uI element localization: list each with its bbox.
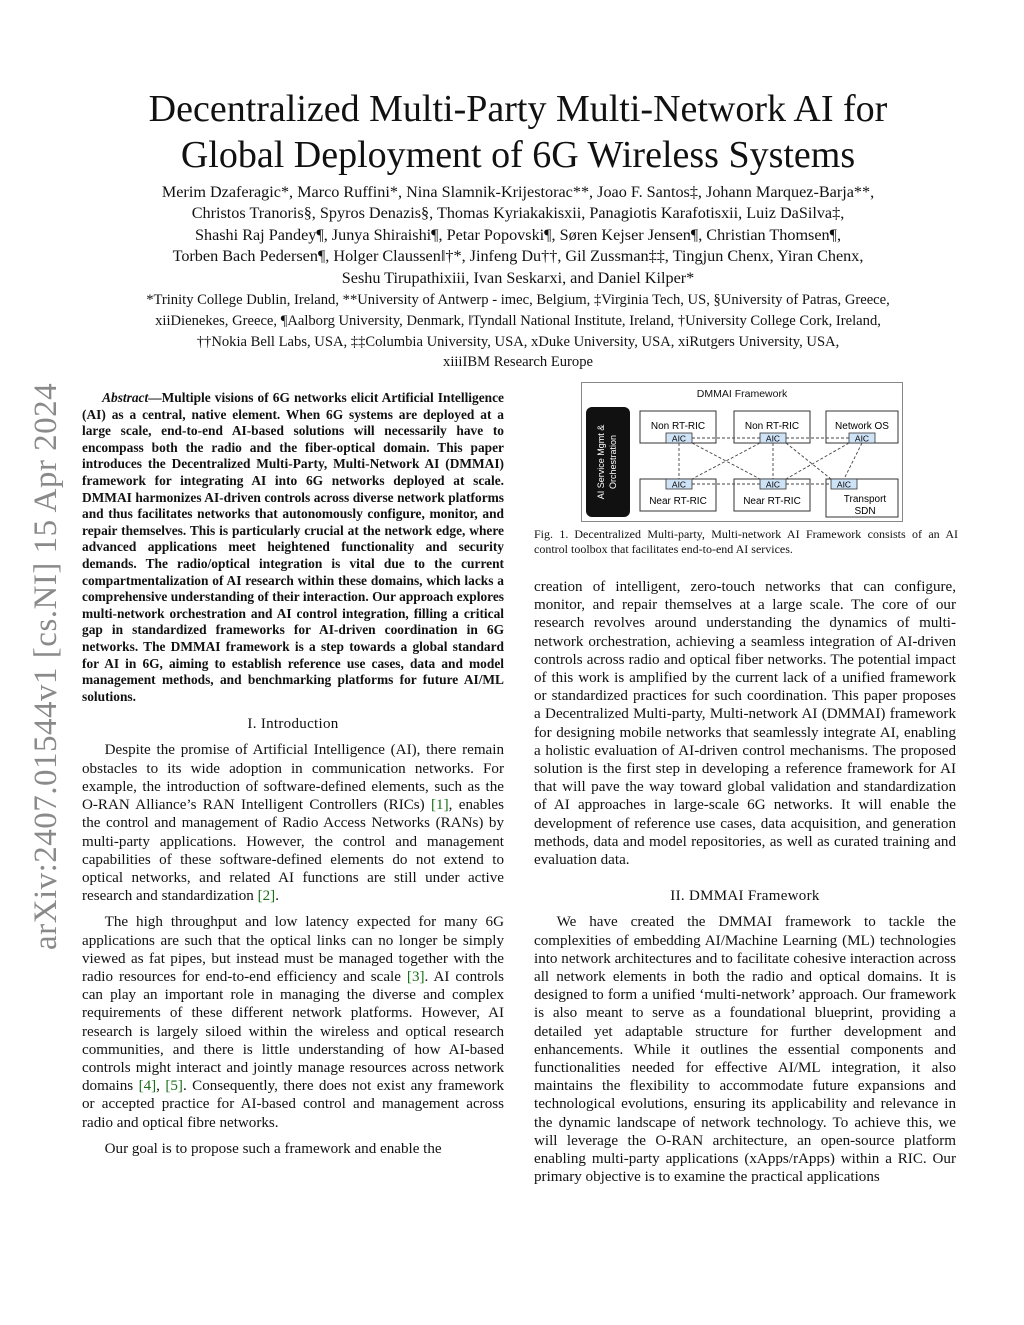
abstract [82,390,504,705]
author-list [60,182,976,289]
top-box-3-label: Network OS [835,421,889,432]
text-run: , enables the control and management of Radio Access Networks (RANs) by multi-party applications. However, the control and management capabilities of these software-defined elements do not extend to optical networks, and related AI functions are still under active research and standardization [82,797,505,905]
abstract-text: —Multiple visions of 6G networks elicit Artificial Intelligence (AI) as a central, native element. When 6G systems are deployed at a large scale, end-to-end AI-based solutions will necessarily have to encompass both the radio and the fiber-optical domain. This paper introduces the Decentralized Multi-Party, Multi-Network AI (DMMAI) framework for integrating AI into 6G networks deployed at scale. DMMAI harmonizes AI-driven controls across diverse network platforms and thus facilitates networks that autonomously configure, monitor, and repair themselves. This is particularly crucial at the network edge, where advanced applications meet heightened functionality and security demands. The radio/optical integration is vital due to the current compartmentalization of AI research within these domains, which lacks a comprehensive understanding of their interaction. Our approach explores multi-network orchestration and AI control integration, filling a critical gap in standardized frameworks for AI-driven coordination in 6G networks. The DMMAI framework is a step towards a global standard for AI in 6G, aiming to establish reference use cases, data and model management methods, and benchmarking platforms for future AI/ML solutions. [82,390,504,704]
right-column [534,578,956,1195]
aic-label: AIC [671,433,687,444]
intro-paragraph-2 [82,913,504,1131]
bottom-box-3-label: Transport [843,494,887,505]
connector [786,443,831,479]
caption-text: Decentralized Multi-party, Multi-network AI Framework consists of an AI control toolbox that facilitates end-to-end AI services. [534,527,958,556]
aic-label: AIC [836,479,852,490]
framework-paragraph-1: We have created the DMMAI framework to tackle the complexities of embedding AI/Machine Learning (ML) technologies into network architectures and to facilitate cohesive interaction across all network elements in both the radio and optical domains. It is designed to form a unified ‘multi-network’ approach. Our framework is also meant to serve as a foundational blueprint, providing a detailed yet adaptable structure for further development and enhancements. While it outlines the essential components and functionalities needed for effective AI/ML integration, it also maintains the flexibility to accommodate future expansions and technological evolutions, ensuring its applicability and relevance in the dynamic landscape of network technology. To achieve this, we will leverage the O-RAN architecture, an open-source platform enabling multi-party applications (xApps/rApps) within a RIC. Our primary objective is to examine the practical applications [534,914,956,1186]
connector [844,443,862,479]
aic-label: AIC [765,433,781,444]
text-run: . Consequently, there does not exist any framework or accepted practice for AI-based control and management across radio and optical fibre networks. [82,1078,505,1131]
top-box-1-label: Non RT-RIC [650,421,706,432]
text-run: , [156,1078,166,1095]
citation-link-5[interactable]: [5] [165,1078,183,1095]
affiliation-list [60,290,976,373]
aic-label: AIC [671,479,687,490]
aic-label: AIC [765,479,781,490]
text-run: The high throughput and low latency expected for many 6G applications are such that the optical links can no longer be simply viewed as fat pipes, but instead must be managed together with the radio resources for end-to-end efficiency and scale [82,914,504,985]
author-line: Merim Dzaferagic*, Marco Ruffini*, Nina Slamnik-Krijestorac**, Joao F. Santos‡, Johann Marquez-Barja**, [161,183,875,201]
arxiv-identifier: arXiv:2407.01544v1 [cs.NI] 15 Apr 2024 [28,382,64,950]
affiliation-line: xiiiIBM Research Europe [443,354,593,371]
citation-link-3[interactable]: [3] [406,968,425,985]
right-paragraph-1: creation of intelligent, zero-touch networks that can configure, monitor, and repair themselves at a large scale. The core of our research revolves around understanding the dynamics of multi-network orchestration, achieving a seamless integration of AI-driven controls across radio and optical fiber networks. The potential impact of this work is amplified by the current lack of a unified framework or standardized practices for such coordination. This paper proposes a Decentralized Multi-party, Multi-network AI (DMMAI) framework for designing mobile networks that seamlessly integrate AI, enabling a holistic evaluation of AI-driven control mechanisms. The proposed solution is the first step in developing a reference framework for AI that will pave the way toward global validation and standardization of AI approaches in large-scale 6G networks. It will enable the development of reference use cases, data acquisition, and generation methods, data and model repositories, as well as curated training and evaluation data. [534,579,956,869]
dmmai-diagram [582,383,902,521]
section-heading-framework: II. DMMAI Framework [670,888,820,905]
citation-link-4[interactable]: [4] [138,1078,157,1095]
author-line: Christos Tranoris§, Spyros Denazis§, Thomas Kyriakakisxii, Panagiotis Karafotisxii, Luiz DaSilva‡, [191,204,845,223]
title-line-1: Decentralized Multi-Party Multi-Network AI for [148,88,888,130]
bottom-box-3-label-2: SDN [854,506,876,517]
figure-1 [581,382,903,522]
affiliation-line: ††Nokia Bell Labs, USA, ‡‡Columbia University, USA, xDuke University, USA, xiRutgers University, USA, [196,333,840,350]
affiliation-line: *Trinity College Dublin, Ireland, **University of Antwerp - imec, Belgium, ‡Virginia Tech, US, §University of Patras, Greece, [146,292,890,308]
diagram-title: DMMAI Framework [696,388,788,400]
citation-link-2[interactable]: [2] [257,888,276,905]
diagram-connections [679,438,862,484]
connector [786,443,849,479]
title-line-2: Global Deployment of 6G Wireless Systems [180,134,856,176]
paper-title [60,86,976,178]
author-line: Torben Bach Pedersen¶, Holger Claussen‖†*, Jinfeng Du††, Gil Zussman‡‡, Tingjun Chenx, Yiran Chenx, [172,247,864,266]
left-column [82,390,504,1166]
intro-paragraph-3: Our goal is to propose such a framework and enable the [104,1140,442,1157]
abstract-label: Abstract [102,390,149,405]
aic-label: AIC [854,433,870,444]
caption-label: Fig. 1. [534,527,569,541]
citation-link-1[interactable]: [1] [431,797,449,814]
orchestration-label-2: Orchestration [608,434,618,490]
figure-1-caption [534,527,958,557]
bottom-box-2-label: Near RT-RIC [743,496,801,507]
text-run: Despite the promise of Artificial Intelligence (AI), there remain obstacles to its wide adoption in communication networks. For example, the introduction of software-defined elements, such as the O-RAN Alliance’s RAN Intelligent Controllers (RICs) [82,742,504,814]
section-heading-introduction: I. Introduction [247,716,339,733]
top-box-2-label: Non RT-RIC [744,421,800,432]
affiliation-line: xiiDienekes, Greece, ¶Aalborg University, Denmark, ‖Tyndall National Institute, Ireland, †University College Cork, Ireland, [155,312,881,329]
text-run: . [275,888,279,905]
text-run: . AI controls can play an important role in managing the diverse and complex requirements of these different network platforms. However, AI research is largely siloed within the wireless and optical research communities, and there is little understanding of how AI-based controls might interact and jointly manage resources across network domains [82,968,504,1095]
author-line: Shashi Raj Pandey¶, Junya Shiraishi¶, Petar Popovski¶, Søren Kejser Jensen¶, Christian Thomsen¶, [194,225,842,244]
orchestration-label-1: AI Service Mgmt & [596,424,606,500]
author-line: Seshu Tirupathixiii, Ivan Seskarxi, and Daniel Kilper* [341,268,695,287]
intro-paragraph-1 [82,741,504,905]
bottom-box-1-label: Near RT-RIC [649,496,707,507]
